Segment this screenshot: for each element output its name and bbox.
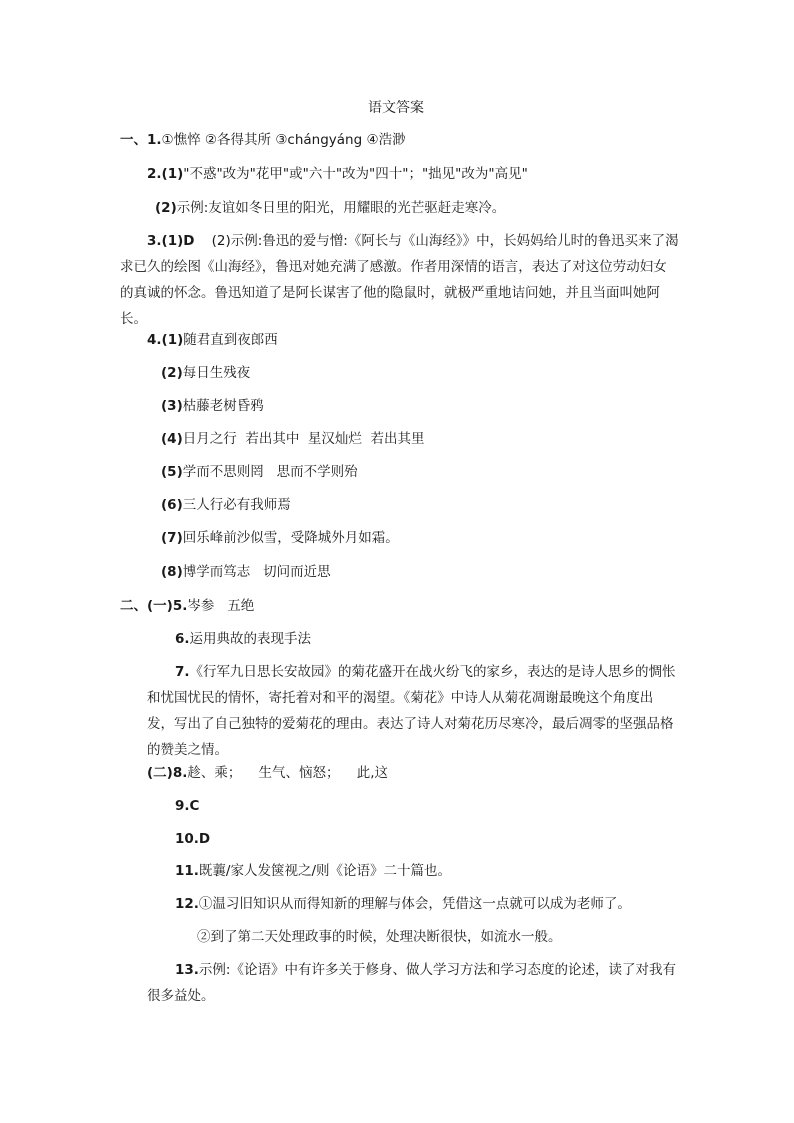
answer-text: 三人行必有我师焉 xyxy=(182,497,291,513)
answer-text: ①憔悴 ②各得其所 ③chángyáng ④浩渺 xyxy=(161,132,406,148)
answer-text: 回乐峰前沙似雪，受降城外月如霜。 xyxy=(182,530,399,546)
answer-line xyxy=(161,563,331,581)
answer-line xyxy=(161,397,264,415)
answer-label: (2) xyxy=(161,365,183,381)
answer-line xyxy=(175,830,210,848)
answer-line xyxy=(147,165,528,183)
answer-label: 2.(1) xyxy=(147,166,184,182)
answer-label: (7) xyxy=(161,530,183,546)
answer-text: 岑参 五绝 xyxy=(187,598,255,614)
answer-text: 示例:友谊如冬日里的阳光，用耀眼的光芒驱赶走寒冷。 xyxy=(176,200,506,216)
answer-line xyxy=(161,430,424,448)
answer-text: "不惑"改为"花甲"或"六十"改为"四十"；"拙见"改为"高见" xyxy=(183,166,528,182)
answer-label: 4.(1) xyxy=(147,332,184,348)
answer-line xyxy=(161,463,358,481)
answer-line xyxy=(175,862,451,880)
answer-paragraph xyxy=(120,228,680,332)
answer-paragraph xyxy=(147,957,680,1009)
answer-paragraph xyxy=(147,659,680,763)
answer-line xyxy=(120,131,406,149)
answer-label: 二、(一)5. xyxy=(120,598,188,614)
answer-label: 一、1. xyxy=(120,132,162,148)
answer-text: 示例:《论语》中有许多关于修身、做人学习方法和学习态度的论述，读了对我有很多益处。 xyxy=(147,962,676,1004)
answer-text: 学而不思则罔 思而不学则殆 xyxy=(182,464,358,480)
answer-line xyxy=(161,496,291,514)
answer-text: 随君直到夜郎西 xyxy=(183,332,278,348)
answer-text: 每日生残夜 xyxy=(182,365,251,381)
answer-line xyxy=(197,928,562,946)
answer-label: (2) xyxy=(155,200,177,216)
answer-label: (6) xyxy=(161,497,183,513)
answer-text: 运用典故的表现手法 xyxy=(189,631,312,647)
answer-line xyxy=(175,895,631,913)
answer-line xyxy=(161,529,399,547)
answer-line xyxy=(155,199,505,217)
answer-label: 7. xyxy=(175,664,190,680)
answer-label: 6. xyxy=(175,631,190,647)
answer-line xyxy=(175,797,199,815)
answer-line xyxy=(147,331,278,349)
answer-label: (4) xyxy=(161,431,183,447)
answer-label: (二)8. xyxy=(147,765,188,781)
answer-text: (2)示例:鲁迅的爱与憎:《阿长与《山海经》》中，长妈妈给儿时的鲁迅买来了渴求已久的绘图《山海经》，鲁迅对她充满了感激。作者用深情的语言，表达了对这位劳动妇女的真诚的怀念。鲁迅知道了是阿长谋害了他的隐鼠时，就极严重地诘问她，并且当面叫她阿长。 xyxy=(120,233,679,327)
answer-line xyxy=(175,630,311,648)
answer-text: ②到了第二天处理政事的时候，处理决断很快，如流水一般。 xyxy=(197,929,562,945)
answer-label: 9.C xyxy=(175,798,200,814)
answer-label: 12. xyxy=(175,896,199,912)
answer-label: 3.(1)D xyxy=(147,233,195,249)
answer-label: 10.D xyxy=(175,831,211,847)
answer-text: 博学而笃志 切问而近思 xyxy=(182,564,331,580)
answer-text: ①温习旧知识从而得知新的理解与体会，凭借这一点就可以成为老师了。 xyxy=(198,896,631,912)
answer-label: (8) xyxy=(161,564,183,580)
answer-label: (3) xyxy=(161,398,183,414)
answer-line xyxy=(161,364,250,382)
answer-label: 11. xyxy=(175,863,199,879)
answer-text: 日月之行 若出其中 星汉灿烂 若出其里 xyxy=(182,431,425,447)
answer-label: (5) xyxy=(161,464,183,480)
page-title: 语文答案 xyxy=(368,100,424,116)
answer-text: 既蘘/家人发箧视之/则《论语》二十篇也。 xyxy=(198,863,452,879)
section-heading xyxy=(120,597,254,615)
answer-text: 趁、乘； 生气、恼怒； 此,这 xyxy=(187,765,388,781)
answer-text: 枯藤老树昏鸦 xyxy=(182,398,264,414)
answer-text: 《行军九日思长安故园》的菊花盛开在战火纷飞的家乡，表达的是诗人思乡的惆怅和忧国忧民的情怀，寄托着对和平的渴望。《菊花》中诗人从菊花凋谢最晚这个角度出发，写出了自己独特的爱菊花的理由。表达了诗人对菊花历尽寒冷，最后凋零的坚强品格的赞美之情。 xyxy=(147,664,676,758)
answer-label: 13. xyxy=(175,962,199,978)
section-heading xyxy=(147,764,388,782)
